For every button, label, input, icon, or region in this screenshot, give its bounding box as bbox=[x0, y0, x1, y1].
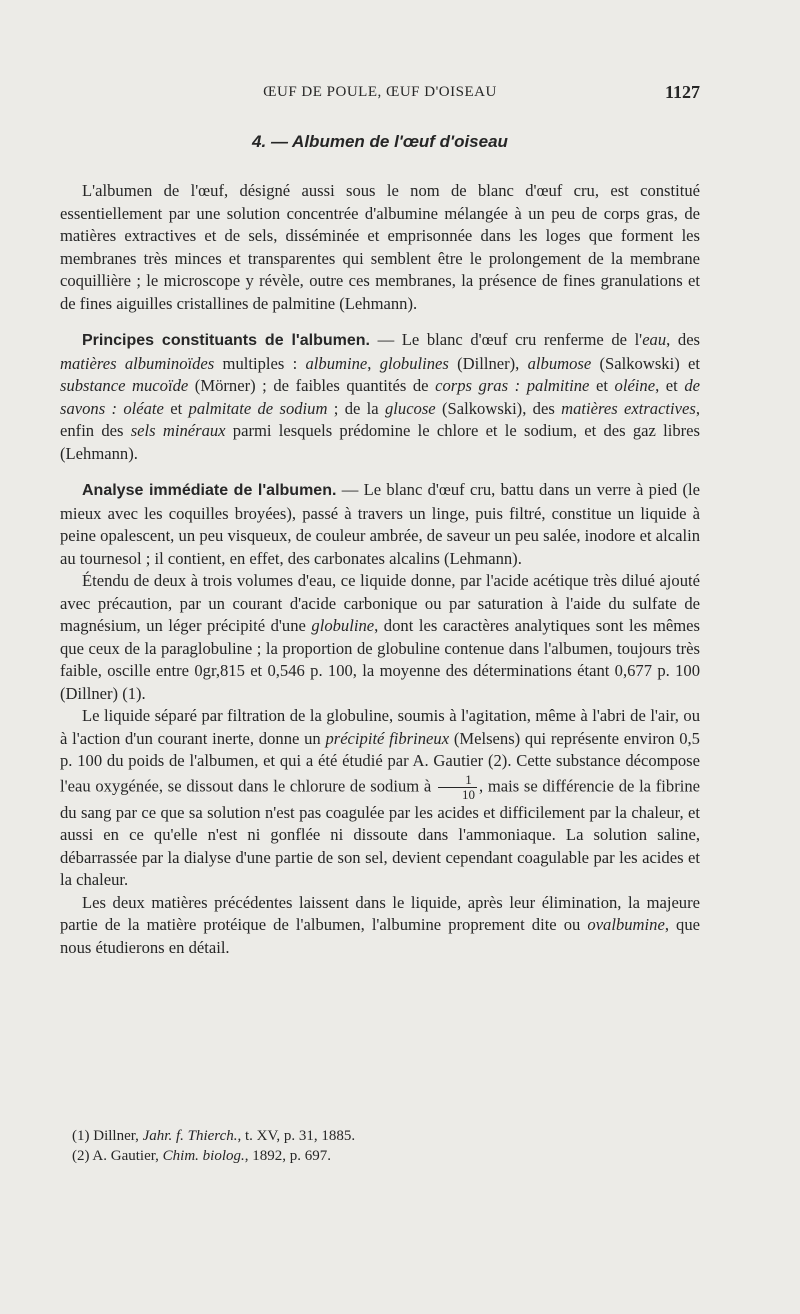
text-run: et bbox=[163, 398, 189, 418]
text-run: A. Gautier, bbox=[89, 1148, 163, 1164]
paragraph-principes bbox=[60, 329, 700, 465]
text-run: , mais se différencie de la fibrine du sang par ce que sa solution n'est pas coagulée par les acides et difficilement par la chaleur, et aussi en ce qu'elle n'est ni gonflée ni dissoute dans l'ammoniaque. La solution saline, débarrassée par la dialyse d'une partie de son sel, devient cependant coagulable par les acides et la chaleur. bbox=[60, 775, 700, 889]
paragraph-analyse bbox=[60, 479, 700, 570]
italic-run: sels minéraux bbox=[130, 421, 226, 440]
text-run: , et bbox=[655, 376, 685, 395]
section-number: 4. bbox=[252, 132, 267, 151]
italic-run: eau bbox=[642, 330, 667, 349]
text-run: parmi lesquels prédomine le chlore et le sodium, et des gaz libres (Lehmann). bbox=[60, 421, 701, 463]
text-run: Les deux matières précédentes laissent dans le liquide, après leur élimination, la majeure partie de la matière protéique de l'albumen, l'albumine proprement dite ou bbox=[60, 892, 700, 934]
text-run: (Melsens) qui représente environ 0,5 p. 100 du poids de l'albumen, et qui a été étudié par A. Gautier (2). Cette substance décompose l'eau oxygénée, se dissout dans le chlorure de sodium à bbox=[60, 728, 700, 795]
paragraph-lead: Analyse immédiate de l'albumen. bbox=[82, 482, 337, 499]
text-run: (Dillner), bbox=[448, 353, 528, 373]
text-run: Le liquide séparé par filtration de la globuline, soumis à l'agitation, même à l'abri de l'air, ou à l'action d'un courant inerte, donne un bbox=[60, 706, 700, 748]
text-run: , 1892, p. 697. bbox=[244, 1148, 331, 1164]
fraction bbox=[438, 773, 477, 802]
italic-run: globuline bbox=[311, 616, 375, 635]
fraction-numerator: 1 bbox=[438, 773, 477, 788]
text-run: (Salkowski) et bbox=[591, 353, 700, 373]
italic-run: substance mucoïde bbox=[60, 376, 189, 395]
italic-run: albumine bbox=[305, 353, 368, 373]
text-run: , des bbox=[666, 330, 701, 349]
italic-run: matières extractives bbox=[561, 398, 696, 418]
italic-run: Jahr. f. Thierch. bbox=[142, 1128, 238, 1144]
text-run: — Le blanc d'œuf cru, battu dans un verre à pied (le mieux avec les coquilles broyées), passé à travers un linge, puis filtré, constitue un liquide à peine opalescent, un peu visqueux, de couleur ambrée, de saveur un peu salée, inodore et alcalin au tournesol ; il contient, en effet, des carbonates alcalins (Lehmann). bbox=[60, 480, 701, 568]
paragraph-intro: L'albumen de l'œuf, désigné aussi sous le nom de blanc d'œuf cru, est constitué essentiellement par une solution concentrée d'albumine mélangée à un peu de corps gras, de matières extractives et de sels, disséminée et emprisonnée dans les loges que forment les membranes très minces et transparentes qui semblent être le prolongement de la membrane coquillière ; le microscope y révèle, outre ces membranes, la présence de fines granulations et de fines aiguilles cristallines de palmitine (Lehmann). bbox=[60, 181, 700, 313]
italic-run: précipité fibrineux bbox=[325, 728, 450, 748]
section-title-text: — Albumen de l'œuf d'oiseau bbox=[270, 132, 508, 151]
fraction-denominator: 10 bbox=[461, 786, 475, 802]
text-run: , t. XV, p. 31, 1885. bbox=[237, 1128, 356, 1144]
text-run: , bbox=[367, 353, 380, 373]
footnote-2 bbox=[60, 1146, 700, 1166]
text-run: (Mörner) ; de faibles quantités de bbox=[188, 376, 436, 395]
paragraph-globuline bbox=[60, 570, 700, 705]
footnote-1 bbox=[60, 1126, 700, 1146]
italic-run: matières albuminoïdes bbox=[60, 353, 215, 373]
italic-run: corps gras : palmitine bbox=[435, 376, 590, 395]
italic-run: oléine bbox=[614, 376, 656, 395]
paragraph-ovalbumine bbox=[60, 892, 700, 960]
text-run: , que nous étudierons en détail. bbox=[60, 915, 700, 957]
footnote-mark: (2) bbox=[72, 1148, 90, 1164]
running-title: ŒUF DE POULE, ŒUF D'OISEAU bbox=[263, 84, 497, 100]
paragraph-lead: Principes constituants de l'albumen. bbox=[82, 332, 370, 349]
text-run: , enfin des bbox=[60, 398, 700, 440]
italic-run: ovalbumine bbox=[587, 915, 665, 934]
italic-run: albumose bbox=[527, 353, 592, 373]
running-header bbox=[60, 78, 700, 108]
footnotes bbox=[60, 1126, 700, 1166]
body-text bbox=[60, 180, 700, 959]
paragraph-fibrineux bbox=[60, 705, 700, 892]
section-heading bbox=[60, 132, 700, 152]
italic-run: Chim. biolog. bbox=[162, 1148, 245, 1164]
footnote-mark: (1) bbox=[72, 1128, 90, 1144]
page-number: 1127 bbox=[664, 82, 700, 102]
text-run: Étendu de deux à trois volumes d'eau, ce liquide donne, par l'acide acétique très dilué ajouté avec précaution, par un courant d'acide carbonique ou par saturation à l'aide du sulfate de magnésium, un léger précipité d'une bbox=[60, 571, 700, 635]
italic-run: de savons : oléate bbox=[60, 376, 701, 418]
italic-run: palmitate de sodium bbox=[188, 398, 328, 418]
text-run: et bbox=[589, 376, 615, 395]
text-run: multiples : bbox=[214, 353, 306, 373]
text-run: Dillner, bbox=[89, 1128, 143, 1144]
text-run: (Salkowski), des bbox=[435, 398, 562, 418]
italic-run: glucose bbox=[384, 398, 436, 418]
text-run: — Le blanc d'œuf cru renferme de l' bbox=[369, 330, 643, 349]
italic-run: globulines bbox=[379, 353, 449, 373]
text-run: ; de la bbox=[327, 398, 385, 418]
text-run: , dont les caractères analytiques sont les mêmes que ceux de la paraglobuline ; la proportion de globuline contenue dans l'albumen, toujours très faible, oscille entre 0gr,815 et 0,546 p. 100, la moyenne des déterminations étant 0,677 p. 100 (Dillner) (1). bbox=[60, 616, 700, 703]
